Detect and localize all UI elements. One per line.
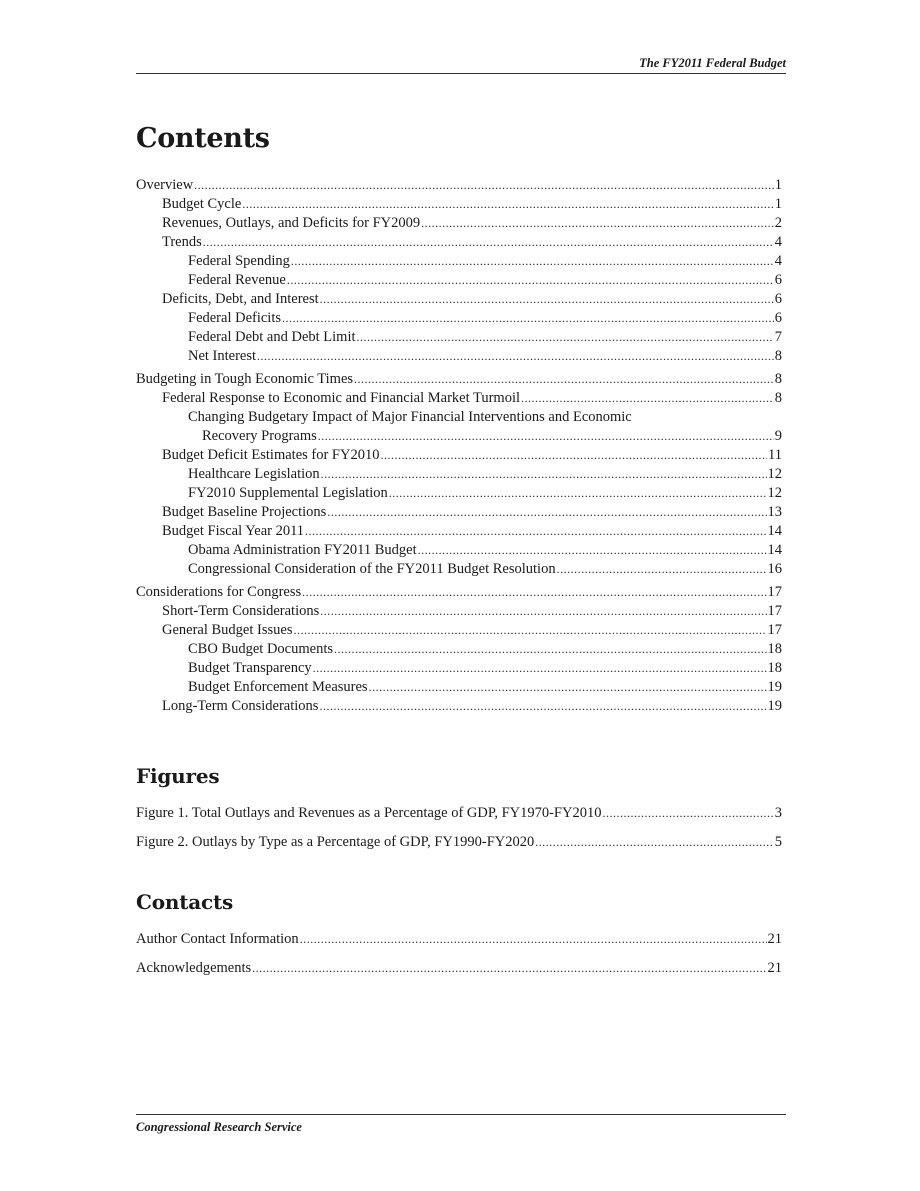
toc-entry-page: 17 bbox=[767, 603, 782, 619]
toc-entry-title: Budget Baseline Projections bbox=[162, 504, 327, 520]
toc-entry-baseline-projections[interactable] bbox=[136, 503, 782, 522]
toc-entry-title: Considerations for Congress bbox=[136, 584, 302, 600]
toc-entry-fiscal-year-2011[interactable] bbox=[136, 522, 782, 541]
toc-entry-federal-spending[interactable] bbox=[136, 252, 782, 271]
toc-entry-budget-cycle[interactable] bbox=[136, 195, 782, 214]
toc-entry-title: Obama Administration FY2011 Budget bbox=[188, 542, 417, 558]
contents-heading: Contents bbox=[136, 123, 270, 154]
toc-entry-page: 2 bbox=[774, 215, 782, 231]
running-header: The FY2011 Federal Budget bbox=[639, 56, 786, 70]
toc-entry-page: 1 bbox=[774, 196, 782, 212]
toc-entry-fy2010-supplemental[interactable] bbox=[136, 484, 782, 503]
figure-entry-1[interactable] bbox=[136, 803, 782, 823]
dot-leader bbox=[305, 522, 766, 541]
toc-entry-page: 9 bbox=[774, 428, 782, 444]
contact-entry-title: Acknowledgements bbox=[136, 960, 252, 976]
toc-entry-page: 8 bbox=[774, 371, 782, 387]
toc-entry-title: Federal Response to Economic and Financial Market Turmoil bbox=[162, 390, 521, 406]
toc-entry-title: Overview bbox=[136, 177, 194, 193]
toc-entry-long-term[interactable] bbox=[136, 697, 782, 716]
dot-leader bbox=[320, 290, 774, 309]
dot-leader bbox=[334, 640, 767, 659]
dot-leader bbox=[354, 370, 774, 389]
header-rule bbox=[136, 73, 786, 74]
figure-entry-title: Figure 1. Total Outlays and Revenues as a Percentage of GDP, FY1970-FY2010 bbox=[136, 805, 602, 821]
toc-entry-title: Federal Debt and Debt Limit bbox=[188, 329, 356, 345]
toc-entry-page: 19 bbox=[767, 679, 782, 695]
toc-entry-title: Budgeting in Tough Economic Times bbox=[136, 371, 354, 387]
toc-entry-title: CBO Budget Documents bbox=[188, 641, 333, 657]
toc-entry-page: 19 bbox=[767, 698, 782, 714]
figure-entry-page: 3 bbox=[774, 805, 782, 821]
dot-leader bbox=[313, 659, 767, 678]
dot-leader bbox=[418, 541, 767, 560]
footer-rule bbox=[136, 1114, 786, 1115]
toc-entry-net-interest[interactable] bbox=[136, 347, 782, 366]
dot-leader bbox=[327, 503, 766, 522]
dot-leader bbox=[291, 252, 774, 271]
dot-leader bbox=[293, 621, 766, 640]
toc-entry-page: 18 bbox=[767, 660, 782, 676]
dot-leader bbox=[369, 678, 767, 697]
toc-entry-page: 17 bbox=[767, 622, 782, 638]
toc-entry-title: Federal Deficits bbox=[188, 310, 282, 326]
dot-leader bbox=[194, 176, 774, 195]
toc-entry-overview[interactable] bbox=[136, 176, 782, 195]
toc-entry-budget-transparency[interactable] bbox=[136, 659, 782, 678]
toc-entry-federal-debt-limit[interactable] bbox=[136, 328, 782, 347]
dot-leader bbox=[421, 214, 774, 233]
dot-leader bbox=[389, 484, 767, 503]
toc-entry-title: Federal Revenue bbox=[188, 272, 286, 288]
toc-entry-title: General Budget Issues bbox=[162, 622, 293, 638]
toc-entry-title: Budget Enforcement Measures bbox=[188, 679, 368, 695]
dot-leader bbox=[257, 347, 774, 366]
contact-entry-author[interactable] bbox=[136, 929, 782, 949]
toc-entry-revenues-outlays-deficits[interactable] bbox=[136, 214, 782, 233]
toc-entry-page: 12 bbox=[767, 485, 782, 501]
toc-entry-title: Trends bbox=[162, 234, 202, 250]
dot-leader bbox=[321, 465, 767, 484]
toc-entry-title: Short-Term Considerations bbox=[162, 603, 320, 619]
toc-entry-page: 4 bbox=[774, 253, 782, 269]
toc-entry-page: 12 bbox=[767, 466, 782, 482]
toc-entry-title: Changing Budgetary Impact of Major Financial Interventions and Economic bbox=[188, 409, 632, 425]
toc-entry-title: Budget Fiscal Year 2011 bbox=[162, 523, 305, 539]
dot-leader bbox=[557, 560, 767, 579]
toc-entry-title: Budget Cycle bbox=[162, 196, 242, 212]
toc-entry-title: Healthcare Legislation bbox=[188, 466, 320, 482]
toc-entry-federal-revenue[interactable] bbox=[136, 271, 782, 290]
toc-entry-page: 11 bbox=[768, 447, 782, 463]
dot-leader bbox=[602, 803, 773, 823]
toc-entry-general-budget-issues[interactable] bbox=[136, 621, 782, 640]
figure-entry-page: 5 bbox=[774, 834, 782, 850]
toc-entry-page: 16 bbox=[767, 561, 782, 577]
dot-leader bbox=[302, 583, 766, 602]
figure-entry-title: Figure 2. Outlays by Type as a Percentage of GDP, FY1990-FY2020 bbox=[136, 834, 535, 850]
toc-entry-federal-deficits[interactable] bbox=[136, 309, 782, 328]
toc-entry-page: 14 bbox=[767, 542, 782, 558]
list-of-contacts bbox=[136, 929, 782, 987]
toc-entry-cbo-budget-documents[interactable] bbox=[136, 640, 782, 659]
toc-entry-congressional-consideration[interactable] bbox=[136, 560, 782, 579]
dot-leader bbox=[535, 832, 774, 852]
dot-leader bbox=[242, 195, 773, 214]
toc-entry-page: 6 bbox=[774, 310, 782, 326]
toc-entry-title: Federal Spending bbox=[188, 253, 290, 269]
toc-entry-title: Net Interest bbox=[188, 348, 257, 364]
toc-entry-considerations-for-congress[interactable] bbox=[136, 583, 782, 602]
figures-heading: Figures bbox=[136, 764, 220, 788]
dot-leader bbox=[318, 427, 774, 446]
toc-entry-title: Congressional Consideration of the FY2011 Budget Resolution bbox=[188, 561, 556, 577]
toc-entry-trends[interactable] bbox=[136, 233, 782, 252]
table-of-contents bbox=[136, 176, 782, 716]
toc-entry-page: 6 bbox=[774, 272, 782, 288]
toc-entry-tough-economic-times[interactable] bbox=[136, 370, 782, 389]
contact-entry-page: 21 bbox=[767, 960, 782, 976]
dot-leader bbox=[320, 602, 766, 621]
toc-entry-page: 4 bbox=[774, 234, 782, 250]
toc-entry-page: 14 bbox=[767, 523, 782, 539]
dot-leader bbox=[287, 271, 774, 290]
toc-entry-page: 13 bbox=[767, 504, 782, 520]
toc-entry-deficits-debt-interest[interactable] bbox=[136, 290, 782, 309]
toc-entry-deficit-estimates-fy2010[interactable] bbox=[136, 446, 782, 465]
toc-entry-title: Deficits, Debt, and Interest bbox=[162, 291, 319, 307]
toc-entry-page: 1 bbox=[774, 177, 782, 193]
dot-leader bbox=[357, 328, 774, 347]
toc-entry-federal-response[interactable] bbox=[136, 389, 782, 408]
running-footer: Congressional Research Service bbox=[136, 1120, 302, 1134]
toc-entry-page: 8 bbox=[774, 390, 782, 406]
dot-leader bbox=[521, 389, 774, 408]
dot-leader bbox=[282, 309, 774, 328]
dot-leader bbox=[203, 233, 774, 252]
toc-entry-page: 8 bbox=[774, 348, 782, 364]
toc-entry-healthcare-legislation[interactable] bbox=[136, 465, 782, 484]
toc-entry-page: 17 bbox=[767, 584, 782, 600]
list-of-figures bbox=[136, 803, 782, 861]
toc-entry-title: Budget Deficit Estimates for FY2010 bbox=[162, 447, 380, 463]
toc-entry-title: Long-Term Considerations bbox=[162, 698, 319, 714]
toc-entry-title: Revenues, Outlays, and Deficits for FY2009 bbox=[162, 215, 421, 231]
dot-leader bbox=[319, 697, 766, 716]
contact-entry-title: Author Contact Information bbox=[136, 931, 299, 947]
toc-entry-title: FY2010 Supplemental Legislation bbox=[188, 485, 388, 501]
toc-entry-page: 6 bbox=[774, 291, 782, 307]
toc-entry-obama-fy2011-budget[interactable] bbox=[136, 541, 782, 560]
toc-entry-page: 7 bbox=[774, 329, 782, 345]
toc-entry-budget-enforcement[interactable] bbox=[136, 678, 782, 697]
contact-entry-page: 21 bbox=[767, 931, 782, 947]
toc-entry-title: Budget Transparency bbox=[188, 660, 312, 676]
contact-entry-acknowledgements[interactable] bbox=[136, 958, 782, 978]
dot-leader bbox=[380, 446, 767, 465]
toc-entry-title-continued: Recovery Programs bbox=[202, 428, 317, 444]
toc-entry-short-term[interactable] bbox=[136, 602, 782, 621]
dot-leader bbox=[252, 958, 766, 978]
figure-entry-2[interactable] bbox=[136, 832, 782, 852]
dot-leader bbox=[300, 929, 767, 949]
toc-entry-changing-budgetary-impact[interactable] bbox=[136, 408, 782, 446]
toc-entry-page: 18 bbox=[767, 641, 782, 657]
contacts-heading: Contacts bbox=[136, 890, 234, 914]
